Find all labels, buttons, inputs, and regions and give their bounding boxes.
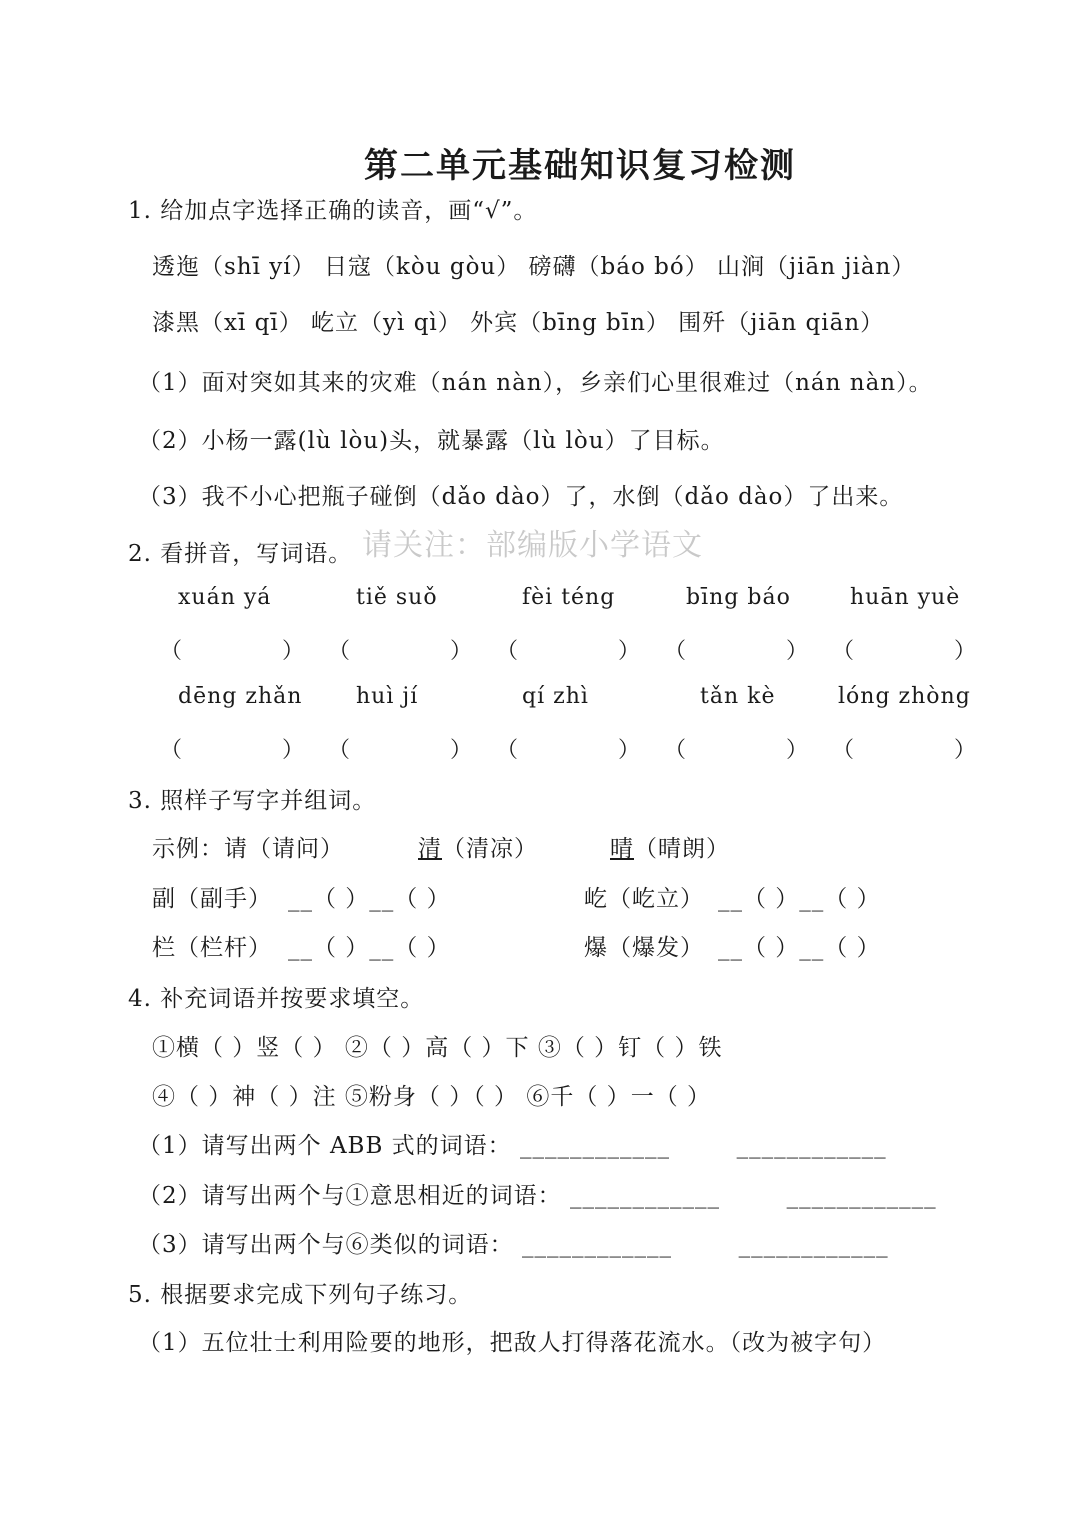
q4-sub-1 bbox=[138, 1127, 887, 1160]
q3-row-2-left: 栏（栏杆） bbox=[152, 935, 272, 961]
q5-heading: 5. 根据要求完成下列句子练习。 bbox=[128, 1282, 473, 1308]
answer-paren-open: （ bbox=[160, 738, 183, 763]
answer-paren-close: ） bbox=[786, 639, 809, 664]
dotted-char: 一 bbox=[630, 1084, 655, 1110]
answer-paren-close: ） bbox=[618, 738, 641, 763]
q4-sub-3 bbox=[138, 1226, 889, 1259]
example-char: 清 bbox=[418, 836, 442, 862]
q4-idioms-line-2 bbox=[152, 1078, 711, 1111]
answer-line: ____________ bbox=[521, 1232, 672, 1258]
answer-paren-close: ） bbox=[282, 738, 305, 763]
answer-line: ____________ bbox=[738, 1232, 889, 1258]
answer-paren-open: （ bbox=[328, 639, 351, 664]
answer-paren-open: （ bbox=[496, 738, 519, 763]
example-word: （清凉） bbox=[442, 836, 538, 862]
pinyin-item: bīng báo bbox=[686, 585, 791, 610]
q1-sentence-2: （2）小杨一露(lù lòu)头，就暴露（lù lòu）了目标。 bbox=[138, 428, 725, 454]
answer-paren-close: ） bbox=[954, 738, 977, 763]
answer-paren-open: （ bbox=[496, 639, 519, 664]
q3-example-1: 示例：请（请问） bbox=[152, 836, 344, 862]
answer-paren-open: （ bbox=[664, 738, 687, 763]
dotted-char: 千 bbox=[550, 1084, 575, 1110]
q3-example-3 bbox=[610, 830, 730, 863]
answer-paren-open: （ bbox=[328, 738, 351, 763]
q4-heading: 4. 补充词语并按要求填空。 bbox=[128, 986, 425, 1012]
answer-paren-open: （ bbox=[832, 738, 855, 763]
idiom-blank: （ ） bbox=[654, 1084, 711, 1110]
answer-paren-close: ） bbox=[954, 639, 977, 664]
idiom-blank: （ ） bbox=[574, 1084, 631, 1110]
q1-pinyin-row-2: 漆黑（xī qī） 屹立（yì qì） 外宾（bīng bīn） 围歼（jiān qiān） bbox=[152, 310, 885, 336]
q3-row-1-left-blanks: __（ ）__（ ） bbox=[288, 886, 451, 912]
answer-paren-close: ） bbox=[282, 639, 305, 664]
answer-paren-close: ） bbox=[450, 639, 473, 664]
pinyin-item: huān yuè bbox=[850, 585, 961, 610]
q3-row-2-left-blanks: __（ ）__（ ） bbox=[288, 935, 451, 961]
sub-question-text: （2）请写出两个与①意思相近的词语： bbox=[138, 1183, 562, 1209]
answer-paren-close: ） bbox=[618, 639, 641, 664]
q3-row-1-right: 屹（屹立） bbox=[584, 886, 704, 912]
q1-pinyin-row-1: 透迤（shī yí） 日寇（kòu gòu） 磅礴（báo bó） 山涧（jiān jiàn） bbox=[152, 254, 916, 280]
q1-sentence-3: （3）我不小心把瓶子碰倒（dǎo dào）了，水倒（dǎo dào）了出来。 bbox=[138, 484, 904, 510]
answer-paren-open: （ bbox=[832, 639, 855, 664]
example-char: 晴 bbox=[610, 836, 634, 862]
pinyin-item: lóng zhòng bbox=[838, 684, 971, 709]
answer-line: ____________ bbox=[519, 1133, 670, 1159]
watermark: 请关注：部编版小学语文 bbox=[362, 528, 703, 563]
example-word: （晴朗） bbox=[634, 836, 730, 862]
q3-heading: 3. 照样子写字并组词。 bbox=[128, 788, 377, 814]
q3-example-2 bbox=[418, 830, 538, 863]
answer-line: ____________ bbox=[786, 1183, 937, 1209]
pinyin-item: dēng zhǎn bbox=[178, 684, 303, 709]
answer-paren-open: （ bbox=[160, 639, 183, 664]
pinyin-item: xuán yá bbox=[178, 585, 272, 610]
answer-paren-close: ） bbox=[786, 738, 809, 763]
q3-row-2-right-blanks: __（ ）__（ ） bbox=[718, 935, 881, 961]
q4-sub-2 bbox=[138, 1177, 937, 1210]
q1-heading: 1. 给加点字选择正确的读音，画“√”。 bbox=[128, 198, 538, 224]
pinyin-item: fèi téng bbox=[522, 585, 616, 610]
page-title: 第二单元基础知识复习检测 bbox=[364, 146, 796, 186]
pinyin-item: tǎn kè bbox=[700, 684, 776, 709]
q4-idioms-line-1: ①横（ ）竖（ ） ②（ ）高（ ）下 ③（ ）钉（ ）铁 bbox=[152, 1035, 723, 1061]
answer-paren-open: （ bbox=[664, 639, 687, 664]
idiom-text: ④（ ）神（ ）注 ⑤粉身（ ）（ ） ⑥ bbox=[152, 1084, 551, 1110]
q2-heading: 2. 看拼音，写词语。 bbox=[128, 541, 353, 567]
q1-sentence-1: （1）面对突如其来的灾难（nán nàn），乡亲们心里很难过（nán nàn）。 bbox=[138, 370, 933, 396]
q3-row-2-right: 爆（爆发） bbox=[584, 935, 704, 961]
q3-row-1-left: 副（副手） bbox=[152, 886, 272, 912]
pinyin-item: tiě suǒ bbox=[356, 585, 438, 610]
answer-line: ____________ bbox=[569, 1183, 720, 1209]
q3-row-1-right-blanks: __（ ）__（ ） bbox=[718, 886, 881, 912]
q5-sentence-1: （1）五位壮士利用险要的地形，把敌人打得落花流水。（改为被字句） bbox=[138, 1330, 887, 1356]
sub-question-text: （3）请写出两个与⑥类似的词语： bbox=[138, 1232, 514, 1258]
sub-question-text: （1）请写出两个 ABB 式的词语： bbox=[138, 1133, 512, 1159]
answer-paren-close: ） bbox=[450, 738, 473, 763]
pinyin-item: huì jí bbox=[356, 684, 419, 709]
answer-line: ____________ bbox=[736, 1133, 887, 1159]
pinyin-item: qí zhì bbox=[522, 684, 589, 709]
